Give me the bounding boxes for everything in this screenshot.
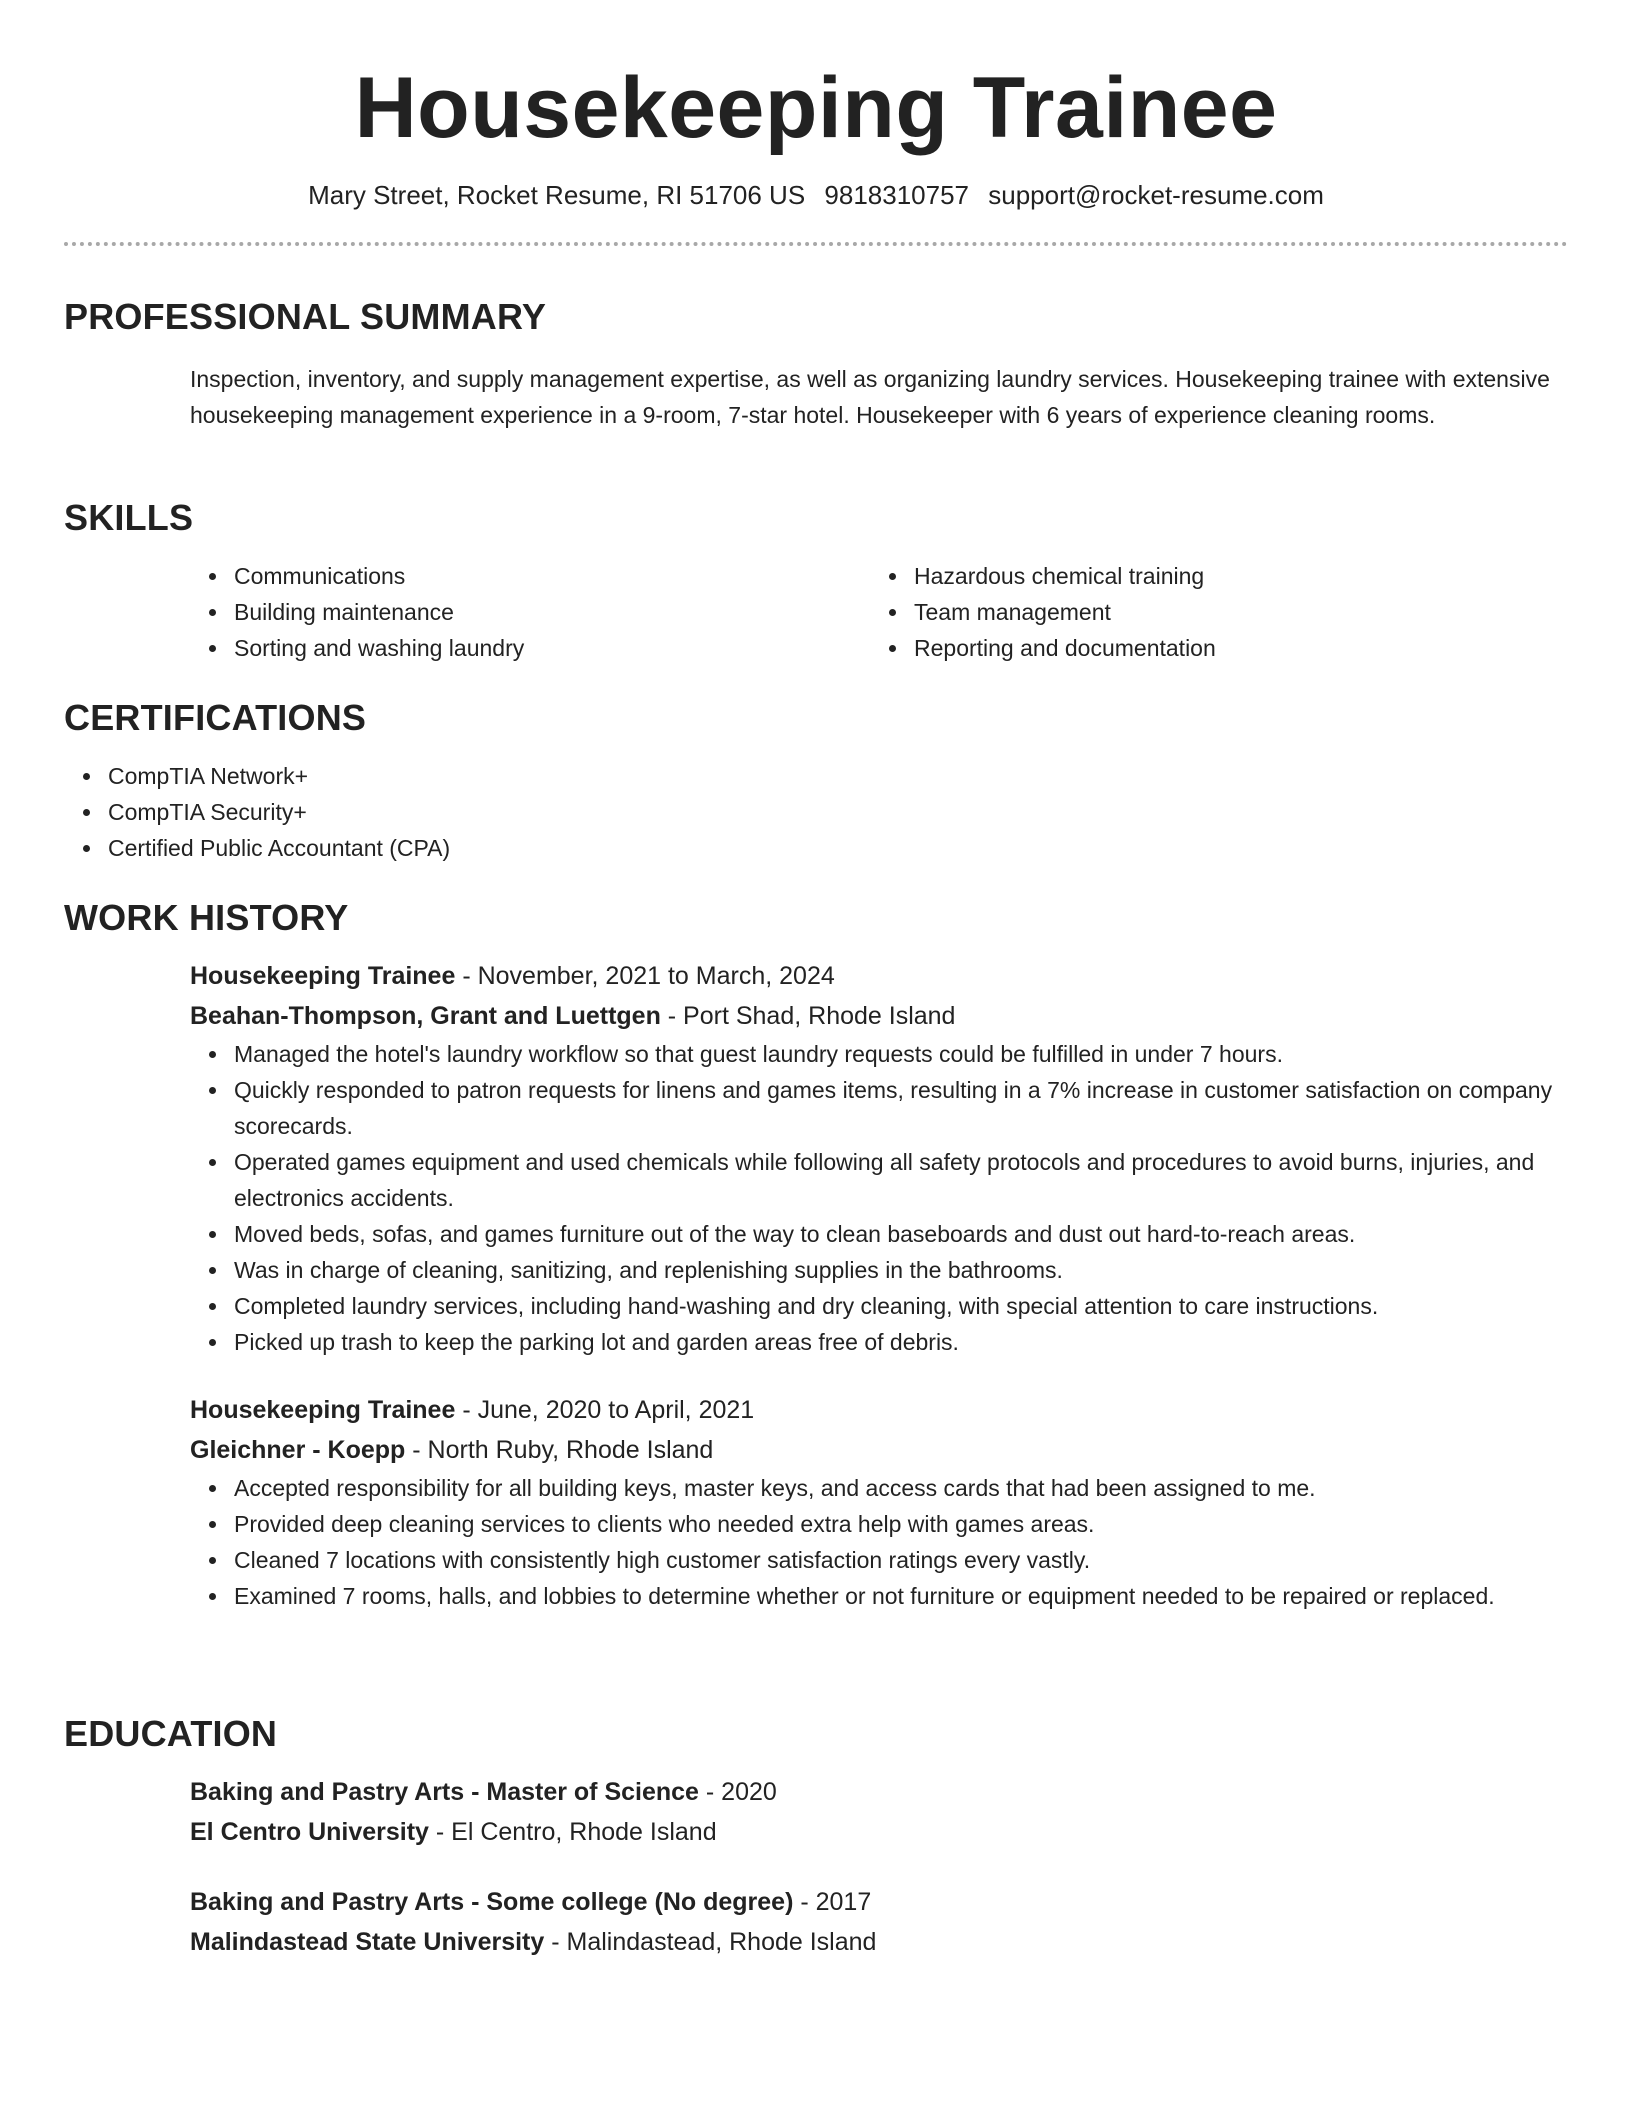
skills-list-left <box>190 558 870 666</box>
job-entry <box>190 956 1568 1360</box>
job-title-line <box>190 956 1568 996</box>
skill-item: Sorting and washing laundry <box>190 630 870 666</box>
job-company: Gleichner - Koepp <box>190 1436 406 1464</box>
education-year: - 2020 <box>698 1778 777 1806</box>
skills-grid <box>190 558 1568 666</box>
section-title-work: WORK HISTORY <box>64 897 349 938</box>
education-year: - 2017 <box>793 1888 872 1916</box>
education-degree: Baking and Pastry Arts - Some college (No degree) <box>190 1888 794 1916</box>
resume-page <box>64 0 1568 1956</box>
job-dates: - November, 2021 to March, 2024 <box>455 962 835 990</box>
job-company: Beahan-Thompson, Grant and Luettgen <box>190 1002 661 1030</box>
job-bullets <box>190 1470 1568 1614</box>
work-section <box>64 896 1568 1614</box>
section-title-education: EDUCATION <box>64 1713 278 1754</box>
job-bullet: Picked up trash to keep the parking lot and garden areas free of debris. <box>190 1324 1568 1360</box>
certifications-section <box>64 696 1568 866</box>
summary-text: Inspection, inventory, and supply management expertise, as well as organizing laundry services. Housekeeping trainee with extensive housekeeping management experience in a 9-room, 7-star hotel. Housekeeper with 6 years of experience cleaning rooms. <box>190 366 1550 428</box>
skills-section <box>64 496 1568 666</box>
job-bullet: Quickly responded to patron requests for linens and games items, resulting in a 7% increase in customer satisfaction on company scorecards. <box>190 1072 1568 1144</box>
skill-item: Hazardous chemical training <box>870 558 1550 594</box>
job-company-line <box>190 1430 1568 1470</box>
certification-item: Certified Public Accountant (CPA) <box>64 830 1568 866</box>
skill-item: Communications <box>190 558 870 594</box>
job-bullet: Accepted responsibility for all building keys, master keys, and access cards that had been assigned to me. <box>190 1470 1568 1506</box>
certifications-list <box>64 758 1568 866</box>
job-bullet: Completed laundry services, including hand-washing and dry cleaning, with special attention to care instructions. <box>190 1288 1568 1324</box>
education-degree: Baking and Pastry Arts - Master of Science <box>190 1778 699 1806</box>
skill-item: Team management <box>870 594 1550 630</box>
education-entry <box>190 1882 1568 1962</box>
education-location: - El Centro, Rhode Island <box>428 1818 717 1846</box>
job-bullet: Was in charge of cleaning, sanitizing, and replenishing supplies in the bathrooms. <box>190 1252 1568 1288</box>
contact-phone: 9818310757 <box>824 180 970 210</box>
job-location: - Port Shad, Rhode Island <box>660 1002 956 1030</box>
job-bullets <box>190 1036 1568 1360</box>
job-bullet: Cleaned 7 locations with consistently high customer satisfaction ratings every vastly. <box>190 1542 1568 1578</box>
education-degree-line <box>190 1772 1568 1812</box>
section-title-skills: SKILLS <box>64 497 194 538</box>
section-title-summary: PROFESSIONAL SUMMARY <box>64 296 547 337</box>
education-school: Malindastead State University <box>190 1928 545 1956</box>
section-title-certifications: CERTIFICATIONS <box>64 697 367 738</box>
job-bullet: Operated games equipment and used chemicals while following all safety protocols and procedures to avoid burns, injuries, and electronics accidents. <box>190 1144 1568 1216</box>
skill-item: Building maintenance <box>190 594 870 630</box>
education-location: - Malindastead, Rhode Island <box>544 1928 877 1956</box>
education-entry <box>190 1772 1568 1852</box>
job-title-line <box>190 1390 1568 1430</box>
education-school-line <box>190 1922 1568 1962</box>
candidate-name: Housekeeping Trainee <box>354 60 1278 156</box>
contact-line <box>64 178 1568 212</box>
job-bullet: Provided deep cleaning services to clients who needed extra help with games areas. <box>190 1506 1568 1542</box>
contact-email: support@rocket-resume.com <box>988 180 1324 210</box>
contact-address: Mary Street, Rocket Resume, RI 51706 US <box>308 180 806 210</box>
certification-item: CompTIA Network+ <box>64 758 1568 794</box>
summary-section <box>64 295 1568 433</box>
job-bullet: Managed the hotel's laundry workflow so that guest laundry requests could be fulfilled in under 7 hours. <box>190 1036 1568 1072</box>
job-role: Housekeeping Trainee <box>190 1396 456 1424</box>
skills-list-right <box>870 558 1550 666</box>
job-location: - North Ruby, Rhode Island <box>405 1436 714 1464</box>
job-dates: - June, 2020 to April, 2021 <box>455 1396 755 1424</box>
education-degree-line <box>190 1882 1568 1922</box>
certification-item: CompTIA Security+ <box>64 794 1568 830</box>
education-school-line <box>190 1812 1568 1852</box>
education-section <box>64 1712 1568 1962</box>
job-bullet: Examined 7 rooms, halls, and lobbies to determine whether or not furniture or equipment needed to be repaired or replaced. <box>190 1578 1568 1614</box>
skill-item: Reporting and documentation <box>870 630 1550 666</box>
job-role: Housekeeping Trainee <box>190 962 456 990</box>
job-entry <box>190 1390 1568 1614</box>
header-divider <box>64 242 1568 246</box>
job-bullet: Moved beds, sofas, and games furniture out of the way to clean baseboards and dust out hard-to-reach areas. <box>190 1216 1568 1252</box>
job-company-line <box>190 996 1568 1036</box>
education-school: El Centro University <box>190 1818 429 1846</box>
